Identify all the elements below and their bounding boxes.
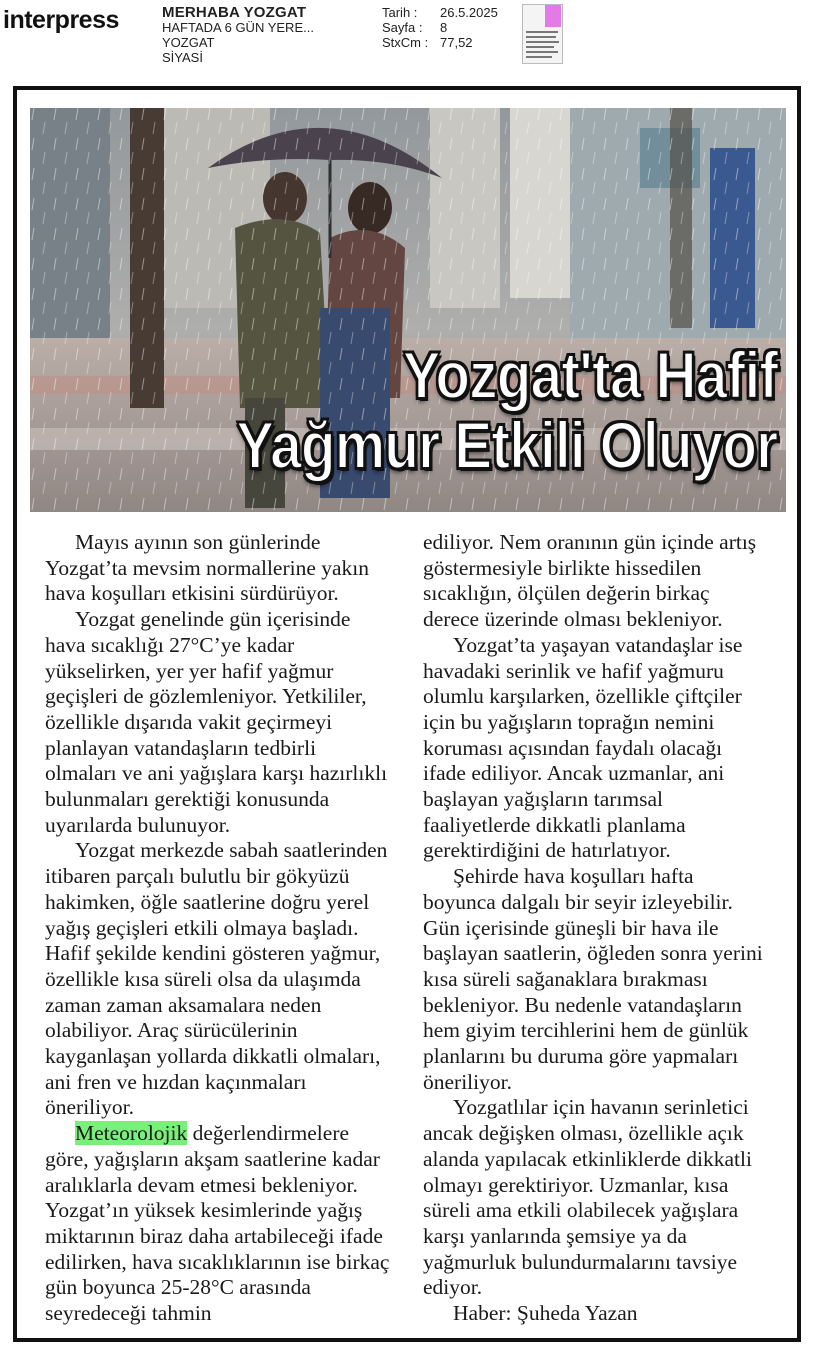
stxcm-label: StxCm : [382,35,429,50]
publication-city: YOZGAT [162,35,215,50]
paragraph [45,1121,390,1327]
paragraph: Şehirde hava koşulları hafta boyunca dalgalı bir seyir izleyebilir. Gün içerisinde güneşli bir hava ile başlayan saatlerin, öğleden sonra yerini kısa süreli sağanaklara bırakması bekleniyor. Bu nedenle vatandaşların hem giyim tercihlerini hem de günlük planlarını bu duruma göre yapmaları öneriliyor. [423,864,763,1094]
page-thumbnail[interactable] [522,4,563,64]
stxcm-value: 77,52 [440,35,473,50]
clip-details [382,5,498,50]
text-column-2 [423,530,768,1327]
paragraph: ediliyor. Nem oranının gün içinde artış göstermesiyle birlikte hissedilen sıcaklığın, ölçülen değerin birkaç derece üzerinde olması bekleniyor. [423,530,757,632]
headline-line-2: Yağmur Etkili Oluyor [236,408,778,482]
headline-line-1: Yozgat'ta Hafif [402,338,778,412]
page-value: 8 [440,20,448,35]
thumbnail-highlight [545,5,561,27]
interpress-logo: interpress [3,6,119,34]
page-label: Sayfa : [382,20,423,35]
text-column-1 [45,530,390,1327]
article-photo [30,108,786,512]
clipping-header [0,0,828,82]
article-frame [13,86,801,1342]
paragraph: Yozgatlılar için havanın serinletici ancak değişken olması, özellikle açık alanda yapılacak etkinliklerde dikkatli olmayı gerektiriyor. Uzmanlar, kısa süreli ama etkili olabilecek yağışlara karşı yanlarında şemsiye ya da yağmurluk bulundurmalarını tavsiye ediyor. [423,1095,752,1300]
paragraph: Yozgat genelinde gün içerisinde hava sıcaklığı 27°C’ye kadar yükselirken, yer yer hafif yağmur geçişleri de gözlemleniyor. Yetkililer, özellikle dışarıda vakit geçirmeyi planlayan vatandaşların tedbirli olmaları ve ani yağışlara karşı hazırlıklı bulunmaları gerektiği konusunda uyarılarda bulunuyor. [45,607,388,837]
publication-name: MERHABA YOZGAT [162,4,307,21]
paragraph: Yozgat merkezde sabah saatlerinden itibaren parçalı bulutlu bir gökyüzü hakimken, öğle saatlerine doğru yerel yağış geçişleri etkili olmaya başladı. Hafif şekilde kendini gösteren yağmur, özellikle kısa süreli olsa da ulaşımda zaman zaman aksamalara neden olabiliyor. Araç sürücülerinin kayganlaşan yollarda dikkatli olmaları, ani fren ve hızdan kaçınmaları öneriliyor. [45,838,388,1120]
paragraph: Mayıs ayının son günlerinde Yozgat’ta mevsim normallerine yakın hava koşulları etkisini sürdürüyor. [45,530,370,606]
highlighted-keyword[interactable]: Meteorolojik [75,1121,188,1146]
publication-frequency: HAFTADA 6 GÜN YERE... [162,20,314,35]
byline: Haber: Şuheda Yazan [453,1301,638,1326]
publication-category: SİYASİ [162,50,203,65]
date-value: 26.5.2025 [440,5,498,20]
date-label: Tarih : [382,5,418,20]
publication-info [162,5,314,65]
paragraph-text: değerlendirmelere göre, yağışların akşam saatlerine kadar aralıklarla devam etmesi bekleniyor. Yozgat’ın yüksek kesimlerinde yağış miktarının biraz daha artabileceği ifade edilirken, hava sıcaklıklarının ise birkaç gün boyunca 25-28°C arasında seyredeceği tahmin [45,1121,390,1326]
paragraph: Yozgat’ta yaşayan vatandaşlar ise havadaki serinlik ve hafif yağmuru olumlu karşılarken, özellikle çiftçiler için bu yağışların toprağın nemini koruması açısından faydalı olacağı ifade ediliyor. Ancak uzmanlar, ani başlayan yağışların tarımsal faaliyetlerde dikkatli planlama gerektirdiğini de hatırlatıyor. [423,632,743,863]
